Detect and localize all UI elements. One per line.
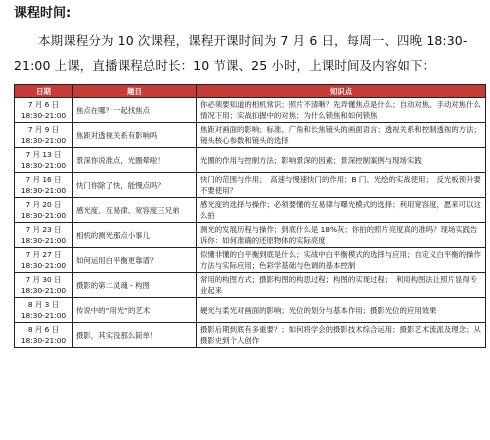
points-cell: 测光的发展历程与操作；到底什么是 18%灰；你拍的照片亮度真的准吗？现场实践告诉你：如何准确的还原物体的实际亮度 bbox=[197, 223, 486, 248]
date-text: 8 月 3 日 bbox=[27, 300, 60, 309]
date-text: 7 月 9 日 bbox=[27, 125, 60, 134]
date-text: 7 月 27 日 bbox=[25, 250, 62, 259]
topic-cell: 相机的测光那点小事儿 bbox=[73, 223, 197, 248]
header-date: 日期 bbox=[15, 85, 73, 98]
table-row bbox=[15, 198, 486, 223]
topic-cell: 摄影，其实没那么简单！ bbox=[73, 323, 197, 348]
points-cell: 硬光与柔光对画面的影响；光位的划分与基本作用；摄影光位的应用效果 bbox=[197, 298, 486, 323]
table-row bbox=[15, 173, 486, 198]
table-row bbox=[15, 123, 486, 148]
time-text: 18:30-21:00 bbox=[20, 161, 67, 170]
time-text: 18:30-21:00 bbox=[20, 261, 67, 270]
date-cell bbox=[15, 198, 73, 223]
date-text: 7 月 30 日 bbox=[25, 275, 62, 284]
time-text: 18:30-21:00 bbox=[20, 186, 67, 195]
header-topic: 题目 bbox=[73, 85, 197, 98]
topic-cell: 如何运用白平衡更靠谱？ bbox=[73, 248, 197, 273]
topic-cell: 感光度、互易律、宽容度三兄弟 bbox=[73, 198, 197, 223]
date-text: 7 月 20 日 bbox=[25, 200, 62, 209]
date-cell bbox=[15, 98, 73, 123]
date-cell bbox=[15, 223, 73, 248]
topic-cell: 景深你说准点，光圈晕啦！ bbox=[73, 148, 197, 173]
date-text: 7 月 13 日 bbox=[25, 150, 62, 159]
date-text: 7 月 16 日 bbox=[25, 175, 62, 184]
table-row bbox=[15, 298, 486, 323]
intro-paragraph: 本期课程分为 10 次课程，课程开课时间为 7 月 6 日，每周一、四晚 18:30-21:00 上课，直播课程总时长：10 节课、25 小时，上课时间及内容如下： bbox=[14, 33, 468, 73]
table-row bbox=[15, 323, 486, 348]
points-cell: 感光度的选择与操作；必须要懂的互易律与曝光模式的选择；利用宽容度，愿来可以这么拍 bbox=[197, 198, 486, 223]
date-cell bbox=[15, 123, 73, 148]
date-cell bbox=[15, 273, 73, 298]
time-text: 18:30-21:00 bbox=[20, 336, 67, 345]
topic-cell: 焦点在哪？一起找焦点 bbox=[73, 98, 197, 123]
topic-cell: 摄影的第二灵魂 - 构图 bbox=[73, 273, 197, 298]
points-cell: 摄影后期到底有多重要？；如何将学会的摄影技术综合运用；摄影艺术流派及理念；从摄影史到个人创作 bbox=[197, 323, 486, 348]
date-text: 8 月 6 日 bbox=[27, 325, 60, 334]
time-text: 18:30-21:00 bbox=[20, 286, 67, 295]
table-row bbox=[15, 223, 486, 248]
topic-cell: 快门你除了快，能慢点吗？ bbox=[73, 173, 197, 198]
topic-cell: 焦距对透视关系有影响吗 bbox=[73, 123, 197, 148]
date-cell bbox=[15, 248, 73, 273]
topic-cell: 传说中的“用光”的艺术 bbox=[73, 298, 197, 323]
table-row bbox=[15, 273, 486, 298]
time-text: 18:30-21:00 bbox=[20, 211, 67, 220]
time-text: 18:30-21:00 bbox=[20, 236, 67, 245]
date-text: 7 月 6 日 bbox=[27, 100, 60, 109]
table-row bbox=[15, 248, 486, 273]
points-cell: 焦距对画面的影响；标准、广角和长焦镜头的画面语言；透视关系和控制透视的方法；镜头核心参数和镜头的选择 bbox=[197, 123, 486, 148]
date-cell bbox=[15, 173, 73, 198]
date-cell bbox=[15, 298, 73, 323]
time-text: 18:30-21:00 bbox=[20, 311, 67, 320]
date-text: 7 月 23 日 bbox=[25, 225, 62, 234]
date-cell bbox=[15, 148, 73, 173]
points-cell: 常用的构图方式；摄影构图的构思过程；构图的实现过程； 利用构图法让照片显得专业起来 bbox=[197, 273, 486, 298]
points-cell: 你必须要知道的相机常识；照片不清晰？先弄懂焦点是什么；自动对焦、手动对焦什么情况下用；实战扣握中的对焦；为什么锁焦和如何锁焦 bbox=[197, 98, 486, 123]
course-schedule-table bbox=[14, 84, 486, 348]
time-text: 18:30-21:00 bbox=[20, 136, 67, 145]
points-cell: 似懂非懂的白平衡到底是什么；实战中白平衡模式的选择与应用；自定义白平衡的操作方法与实际应用；色彩学基础与色调的基本控制 bbox=[197, 248, 486, 273]
header-points: 知识点 bbox=[197, 85, 486, 98]
time-text: 18:30-21:00 bbox=[20, 111, 67, 120]
table-header-row bbox=[15, 85, 486, 98]
page-bottom-fade bbox=[0, 432, 490, 440]
points-cell: 光圈的作用与控制方法；影响景深的因素；景深控制案例与现场实践 bbox=[197, 148, 486, 173]
table-row bbox=[15, 98, 486, 123]
section-heading: 课程时间: bbox=[14, 6, 72, 21]
table-row bbox=[15, 148, 486, 173]
date-cell bbox=[15, 323, 73, 348]
points-cell: 快门的范围与作用； 高速与慢速快门的作用；B 门、光绘的实战使用； 反光板预升要不要使用？ bbox=[197, 173, 486, 198]
